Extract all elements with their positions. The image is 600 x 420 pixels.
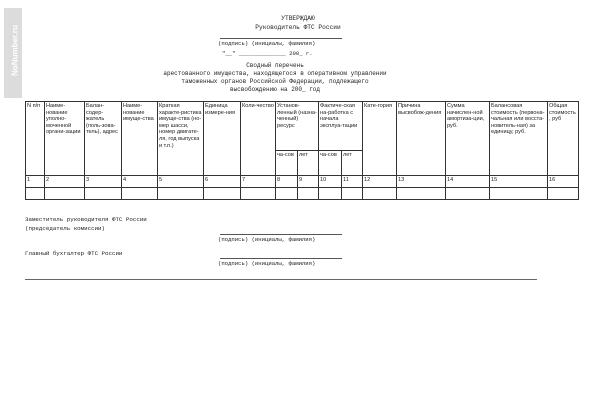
table-cell	[26, 188, 45, 200]
table-cell	[548, 188, 579, 200]
column-number: 13	[397, 176, 446, 188]
column-number: 3	[85, 176, 122, 188]
column-number: 10	[319, 176, 342, 188]
table-cell	[122, 188, 158, 200]
header-cell: Наиме-нование уполно-моченной органи-зации	[45, 102, 85, 176]
title-line-3: таможенных органов Российской Федерации, подлежащего	[181, 78, 369, 85]
deputy-role: (председатель комиссии)	[25, 225, 106, 232]
header-cell: Причина высвобож-дения	[397, 102, 446, 176]
watermark-text: NoNumber.ru	[10, 25, 20, 76]
approve-position: Руководитель ФТС России	[255, 24, 341, 31]
table-cell	[319, 188, 342, 200]
subheader-cell: ча-сов	[319, 151, 342, 176]
table-cell	[85, 188, 122, 200]
header-cell: Сумма начислен-ной амортиза-ции, руб.	[446, 102, 490, 176]
header-cell: Установ-ленный (назна-ченный) ресурс	[276, 102, 319, 151]
table-cell	[298, 188, 319, 200]
approve-date: "__" ______________ 200_ г.	[222, 50, 313, 57]
column-number: 11	[342, 176, 363, 188]
column-number: 4	[122, 176, 158, 188]
bottom-divider	[25, 279, 537, 280]
column-number-row	[26, 176, 579, 188]
table-row	[26, 188, 579, 200]
column-number: 5	[158, 176, 204, 188]
header-cell: Краткая характе-ристика имуще-ства (но-мер шасси, номер двигате-ля, год выпуска и т.п.)	[158, 102, 204, 176]
table-cell	[276, 188, 298, 200]
property-table	[25, 101, 579, 200]
deputy-position: Заместитель руководителя ФТС России	[25, 216, 147, 223]
accountant-signature-line	[220, 258, 342, 259]
accountant-position: Главный бухгалтер ФТС России	[25, 250, 123, 257]
column-number: 8	[276, 176, 298, 188]
column-number: 6	[204, 176, 241, 188]
table-cell	[204, 188, 241, 200]
table-cell	[397, 188, 446, 200]
table-cell	[241, 188, 276, 200]
column-number: 7	[241, 176, 276, 188]
header-cell: Кате-гория	[363, 102, 397, 176]
column-number: 2	[45, 176, 85, 188]
column-number: 15	[490, 176, 548, 188]
approve-signature-line	[220, 38, 342, 39]
document-title	[160, 62, 390, 94]
accountant-caption: (подпись) (инициалы, фамилия)	[218, 260, 316, 267]
header-row	[26, 102, 579, 151]
column-number: 1	[26, 176, 45, 188]
header-cell: Наиме-нование имуще-ства	[122, 102, 158, 176]
subheader-cell: лет	[298, 151, 319, 176]
deputy-caption: (подпись) (инициалы, фамилия)	[218, 236, 316, 243]
header-cell: Балансовая стоимость (первона-чальная или восста-новитель-ная) за единицу, руб.	[490, 102, 548, 176]
header-cell: N п/п	[26, 102, 45, 176]
column-number: 9	[298, 176, 319, 188]
column-number: 16	[548, 176, 579, 188]
header-cell: Коли-чество	[241, 102, 276, 176]
table-cell	[363, 188, 397, 200]
header-cell: Балан-содер-жатель (поль-зова-тель), адрес	[85, 102, 122, 176]
table-cell	[490, 188, 548, 200]
table-cell	[158, 188, 204, 200]
subheader-cell: ча-сов	[276, 151, 298, 176]
title-line-4: высвобождению на 200_ год	[229, 86, 320, 93]
approve-caption: (подпись) (инициалы, фамилия)	[218, 40, 316, 47]
title-line-1: Сводный перечень	[246, 62, 304, 69]
watermark	[4, 8, 22, 98]
title-line-2: арестованного имущества, находящегося в оперативном управлении	[163, 70, 387, 77]
table-cell	[446, 188, 490, 200]
header-cell: Фактиче-ская на-работка с начала эксплуа-тации	[319, 102, 363, 151]
column-number: 14	[446, 176, 490, 188]
table-cell	[45, 188, 85, 200]
subheader-cell: лет	[342, 151, 363, 176]
deputy-signature-line	[220, 234, 342, 235]
header-cell: Общая стоимость, руб	[548, 102, 579, 176]
approve-heading: УТВЕРЖДАЮ	[281, 15, 315, 22]
header-cell: Единица измере-ния	[204, 102, 241, 176]
table-cell	[342, 188, 363, 200]
column-number: 12	[363, 176, 397, 188]
